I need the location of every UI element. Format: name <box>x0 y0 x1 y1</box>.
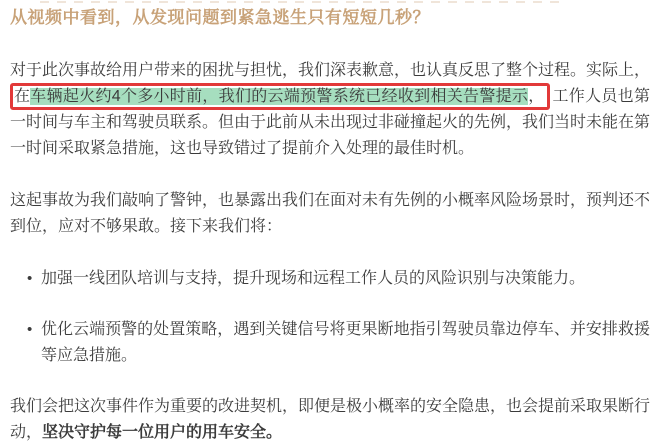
paragraph-apology <box>10 58 650 162</box>
red-annotation-box <box>10 83 550 110</box>
list-item-training: • 加强一线团队培训与支持，提升现场和远程工作人员的风险识别与决策能力。 <box>27 266 650 292</box>
highlighted-warning-text: 车辆起火约4个多小时前，我们的云端预警系统已经收到相关告警提示 <box>30 88 529 105</box>
boxed-text-suffix: ， <box>528 88 545 105</box>
article-heading: 从视频中看到，从发现问题到紧急逃生只有短短几秒？ <box>10 8 430 27</box>
paragraph-commitment-normal: 我们会把这次事件作为重要的改进契机，即便是极小概率的安全隐患，也会提前采取果断行动， <box>10 398 651 441</box>
paragraph-apology-tail: 工作人员也第一时间与车主和驾驶员联系。但由于此前从未出现过非碰撞起火的先例，我们当时未能在第一时间采取紧急措施，这也导致错过了提前介入处理的最佳时机。 <box>10 88 651 157</box>
action-list <box>10 266 650 369</box>
cut-off-text-remnant <box>30 0 640 5</box>
boxed-text-prefix: 在 <box>14 88 31 105</box>
paragraph-apology-lead: 对于此次事故给用户带来的困扰与担忧，我们深表歉意，也认真反思了整个过程。实际上， <box>10 62 651 79</box>
paragraph-commitment-bold: 坚决守护每一位用户的用车安全。 <box>42 424 283 441</box>
paragraph-commitment <box>10 394 650 446</box>
paragraph-reflection: 这起事故为我们敲响了警钟，也暴露出我们在面对未有先例的小概率风险场景时，预判还不到位，应对不够果敢。接下来我们将： <box>10 192 651 235</box>
list-item-cloud-warning: • 优化云端预警的处置策略，遇到关键信号将更果断地指引驾驶员靠边停车、并安排救援等应急措施。 <box>27 317 650 369</box>
